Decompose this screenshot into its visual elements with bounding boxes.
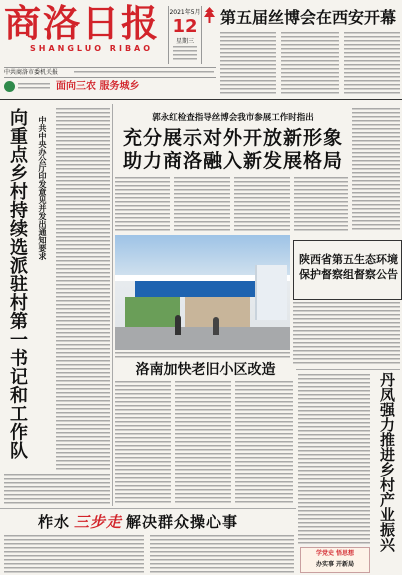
story3-body bbox=[298, 374, 370, 544]
story2-headline: 洛南加快老旧小区改造 bbox=[135, 362, 276, 378]
site-logo-text bbox=[18, 83, 50, 91]
left-story-headline: 向重点乡村持续选派驻村第一书记和工作队 bbox=[7, 108, 28, 460]
story2-body-col-3 bbox=[235, 381, 293, 505]
notice-body bbox=[293, 302, 400, 366]
notice-title: 陕西省第五生态环境保护督察组督察公告 bbox=[299, 253, 398, 281]
photo-caption bbox=[115, 352, 290, 359]
lead-story-headline-line-1: 充分展示对外开放新形象 bbox=[122, 127, 343, 149]
date-day: 12 bbox=[172, 16, 198, 37]
top-story-body-col-2 bbox=[281, 32, 339, 94]
green-logo-icon bbox=[4, 81, 15, 92]
top-story-body-col-3 bbox=[344, 32, 400, 94]
story4-headline bbox=[38, 512, 238, 532]
exhibition-floor bbox=[115, 327, 290, 350]
story4-divider bbox=[0, 508, 296, 509]
lead-story-body-col-3 bbox=[234, 177, 290, 232]
booth-banner bbox=[135, 281, 255, 297]
ad-line-1: 学党史 悟思想 bbox=[315, 550, 355, 557]
lead-story-body-col-right bbox=[352, 108, 400, 232]
left-story-body-continued bbox=[4, 474, 110, 506]
tagline: 面向三农 服务城乡 bbox=[56, 81, 140, 92]
story3-divider bbox=[296, 369, 400, 370]
lead-story-body-col-4 bbox=[294, 177, 348, 232]
lead-story-body-col-2 bbox=[174, 177, 230, 232]
left-story-body bbox=[56, 108, 110, 470]
top-story-headline: 第五届丝博会在西安开幕 bbox=[220, 8, 397, 27]
left-story-subtitle: 中共中央办公厅印发意见并发出通知要求 bbox=[38, 116, 47, 260]
booth-display-green bbox=[125, 297, 180, 327]
publisher-label: 中共商洛市委机关报 bbox=[4, 69, 59, 76]
story4-headline-highlight: 三步走 bbox=[74, 513, 123, 531]
visitor-figure bbox=[213, 317, 219, 335]
date-year-month: 2021年5月 bbox=[169, 9, 201, 16]
advertisement-box bbox=[300, 547, 370, 573]
ad-line-2: 办实事 开新局 bbox=[315, 561, 355, 568]
red-emblem-icon bbox=[203, 6, 216, 24]
date-box-small-print bbox=[173, 46, 197, 60]
site-logo bbox=[4, 81, 50, 93]
masthead-title: 商洛日报 bbox=[4, 1, 160, 45]
story4-headline-part-2: 解决群众操心事 bbox=[126, 513, 239, 531]
story4-headline-part-1: 柞水 bbox=[38, 513, 71, 531]
story3-headline: 丹凤强力推进乡村产业振兴 bbox=[378, 372, 396, 552]
info-bar bbox=[4, 67, 216, 78]
booth-tower bbox=[255, 265, 287, 320]
notice-box bbox=[293, 240, 402, 300]
lead-story-body-col-1 bbox=[115, 177, 170, 232]
story2-body-col-2 bbox=[175, 381, 231, 505]
story2-body-col-1 bbox=[115, 381, 171, 505]
exhibition-photo bbox=[115, 235, 290, 350]
date-box bbox=[168, 6, 202, 64]
story4-body-col-1 bbox=[4, 535, 144, 573]
column-divider bbox=[112, 104, 113, 506]
lead-story-kicker: 郭永红检查指导丝博会我市参展工作时指出 bbox=[152, 113, 314, 123]
date-weekday: 星期三 bbox=[175, 38, 194, 45]
visitor-figure bbox=[175, 315, 181, 335]
top-story-body-col-1 bbox=[220, 32, 276, 94]
info-bar-small-print bbox=[74, 71, 214, 74]
story4-body-col-2 bbox=[150, 535, 294, 573]
masthead-pinyin: SHANGLUO RIBAO bbox=[30, 44, 154, 53]
masthead-divider bbox=[0, 99, 402, 100]
lead-story-headline-line-2: 助力商洛融入新发展格局 bbox=[122, 150, 343, 172]
